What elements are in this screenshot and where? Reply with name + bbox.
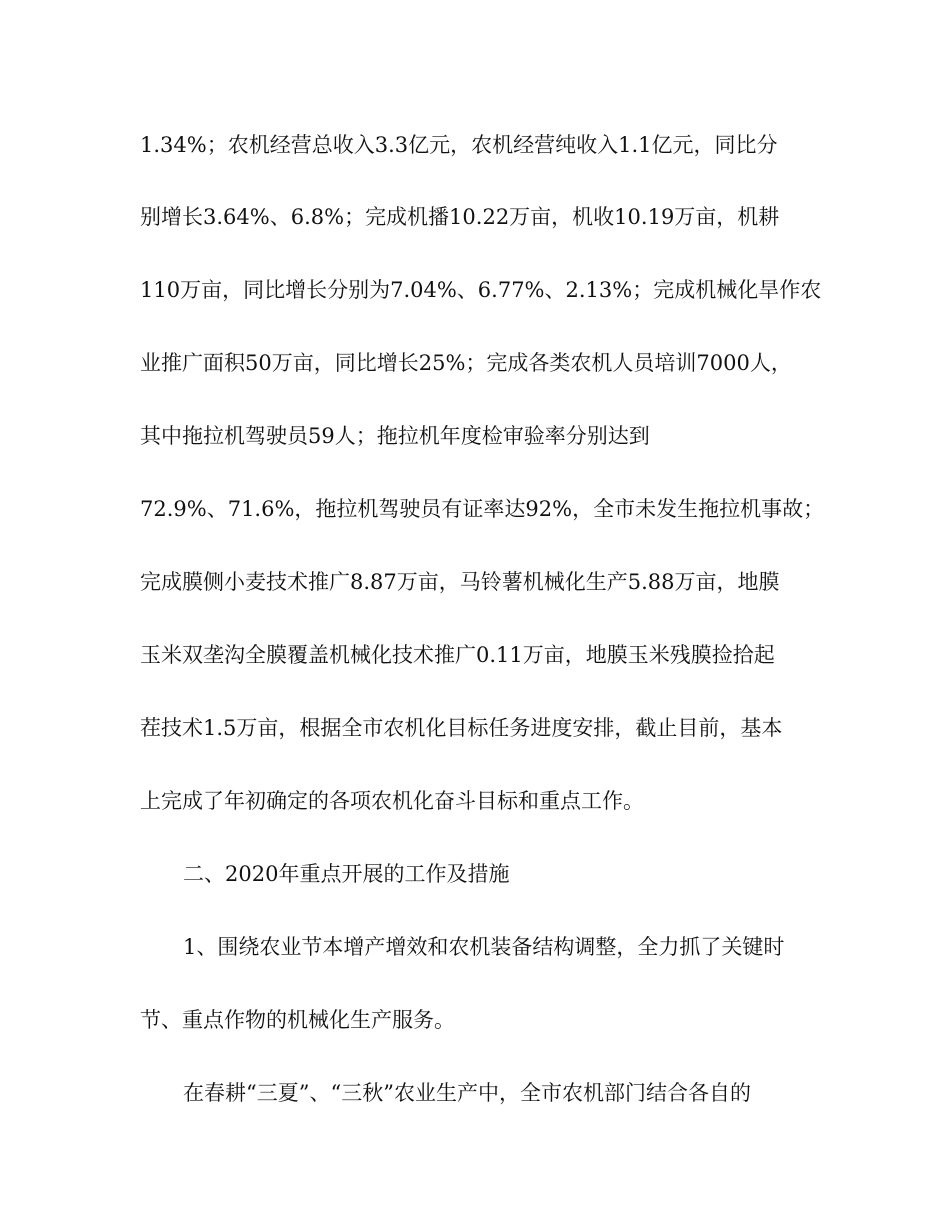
paragraph-line: 1、围绕农业节本增产增效和农机装备结构调整，全力抓了关键时 [183,935,785,959]
paragraph-line: 茬技术1.5万亩，根据全市农机化目标任务进度安排，截止目前，基本 [140,716,783,740]
paragraph-line: 在春耕“三夏”、“三秋”农业生产中，全市农机部门结合各自的 [183,1081,751,1105]
paragraph-line: 110万亩，同比增长分别为7.04%、6.77%、2.13%；完成机械化旱作农 [140,278,822,302]
section-heading: 二、2020年重点开展的工作及措施 [183,862,510,886]
paragraph-line: 别增长3.64%、6.8%；完成机播10.22万亩，机收10.19万亩，机耕 [140,205,780,229]
paragraph-line: 1.34%；农机经营总收入3.3亿元，农机经营纯收入1.1亿元，同比分 [140,133,778,157]
paragraph-line: 上完成了年初确定的各项农机化奋斗目标和重点工作。 [140,789,644,813]
paragraph-line: 玉米双垄沟全膜覆盖机械化技术推广0.11万亩，地膜玉米残膜捡拾起 [140,643,775,667]
paragraph-line: 72.9%、71.6%，拖拉机驾驶员有证率达92%，全市未发生拖拉机事故； [140,497,825,521]
paragraph-line: 业推广面积50万亩，同比增长25%；完成各类农机人员培训7000人， [140,351,792,375]
paragraph-line: 其中拖拉机驾驶员59人；拖拉机年度检审验率分别达到 [140,424,650,448]
paragraph-line: 节、重点作物的机械化生产服务。 [140,1008,455,1032]
paragraph-line: 完成膜侧小麦技术推广8.87万亩，马铃薯机械化生产5.88万亩，地膜 [140,570,780,594]
